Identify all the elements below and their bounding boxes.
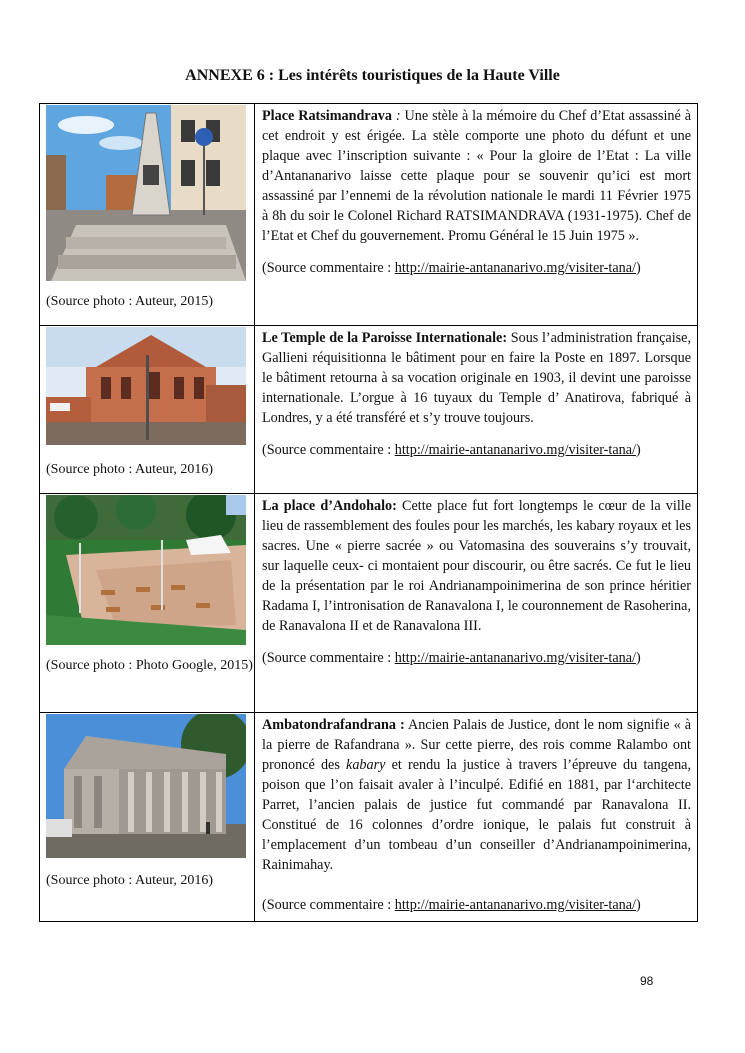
place-heading: Le Temple de la Paroisse Internationale: — [262, 330, 508, 346]
photo-source: (Source photo : Auteur, 2015) — [46, 294, 214, 309]
comment-label: (Source commentaire : — [262, 897, 395, 913]
comment-source — [262, 440, 691, 460]
heading-separator: : — [392, 108, 401, 124]
place-heading: Ambatondrafandrana : — [262, 717, 405, 733]
photo-place-ratsimandrava — [46, 105, 246, 281]
photo-ambatondrafandrana — [46, 714, 246, 858]
source-link[interactable]: http://mairie-antananarivo.mg/visiter-tana/ — [394, 442, 636, 458]
photo-place-andohalo — [46, 495, 246, 645]
comment-source — [262, 258, 691, 278]
table-row — [40, 713, 698, 922]
place-heading: La place d’Andohalo: — [262, 498, 397, 514]
table-row — [40, 104, 698, 326]
description-text — [262, 106, 691, 246]
place-heading: Place Ratsimandrava — [262, 108, 392, 124]
comment-label: (Source commentaire : — [262, 442, 395, 458]
comment-close: ) — [635, 442, 641, 458]
comment-label: (Source commentaire : — [262, 650, 395, 666]
description-text — [262, 496, 691, 636]
photo-cell — [40, 104, 255, 326]
photo-cell — [40, 326, 255, 494]
comment-source — [262, 895, 691, 915]
page-title: ANNEXE 6 : Les intérêts touristiques de la Haute Ville — [185, 67, 560, 84]
description-cell — [255, 326, 698, 494]
table-row — [40, 326, 698, 494]
comment-label: (Source commentaire : — [262, 260, 395, 276]
description-cell — [255, 713, 698, 922]
source-link[interactable]: http://mairie-antananarivo.mg/visiter-tana/ — [394, 650, 636, 666]
place-description: et rendu la justice à travers l’épreuve du tangena, poison que l’on faisait avaler à l’inculpé. Edifié en 1881, par l‘architecte Parret, l’ancien palais de justice fut commandé par Ranavalona II. Constitué de 16 colonnes d’ordre ionique, le palais fut construit à l’emplacement d’un tombeau d’un conseiller d’Andrianampoinimerina, Rainimahay. — [262, 757, 692, 873]
place-description: Une stèle à la mémoire du Chef d’Etat assassiné à cet endroit y est érigée. La stèle comporte une photo du défunt et une plaque avec l’inscription suivante : « Pour la gloire de l’Etat : La ville d’Antananarivo laisse cette plaque pour se souvenir qu’ici est mort assassiné par l’ennemi de la révolution nationale le mardi 11 Février 1975 à 8h du soir le Colonel Richard RATSIMANDRAVA (1931-1975). Chef de l’Etat et Chef du gouvernement. Promu Général le 15 Juin 1975 ». — [262, 108, 691, 244]
comment-close: ) — [635, 650, 641, 666]
comment-source — [262, 648, 691, 668]
description-text — [262, 715, 691, 875]
place-description: Sous l’administration française, Gallieni réquisitionna le bâtiment pour en faire la Poste en 1897. Lorsque le bâtiment retourna à sa vocation originale en 1903, il devint une paroisse internationale. L’orgue à 16 tuyaux du Temple d’ Anatirova, fabriqué à Londres, y a été transféré et s’y trouve toujours. — [262, 330, 691, 426]
italic-term: kabary — [346, 757, 386, 773]
description-cell — [255, 104, 698, 326]
table-row — [40, 494, 698, 713]
source-link[interactable]: http://mairie-antananarivo.mg/visiter-tana/ — [394, 260, 636, 276]
place-description: Ancien Palais de Justice, dont le nom signifie « à la pierre de Rafandrana ». Sur cette pierre, des rois comme Ralambo ont prononcé des — [262, 717, 691, 773]
photo-source: (Source photo : Auteur, 2016) — [46, 873, 214, 888]
description-cell — [255, 494, 698, 713]
photo-cell — [40, 713, 255, 922]
photo-cell — [40, 494, 255, 713]
comment-close: ) — [635, 260, 641, 276]
photo-temple-paroisse — [46, 327, 246, 445]
comment-close: ) — [635, 897, 641, 913]
photo-source: (Source photo : Auteur, 2016) — [46, 462, 214, 477]
photo-source: (Source photo : Photo Google, 2015) — [46, 658, 253, 673]
place-description: Cette place fut fort longtemps le cœur de la ville lieu de rassemblement des foules pour les marchés, les kabary royaux et les sacres. Une « pierre sacrée » ou Vatomasina des souverains s’y trouvait, sur laquelle ceux- ci montaient pour discourir, ou être sacrés. Ce fut le lieu de la présentation par le roi Andrianampoinimerina de son prince héritier Radama I, l’intronisation de Ranavalona I, le couronnement de Rasoherina, de Ranavalona II et de Ranavalona III. — [262, 498, 692, 634]
page-number: 98 — [640, 974, 654, 988]
source-link[interactable]: http://mairie-antananarivo.mg/visiter-tana/ — [394, 897, 636, 913]
description-text — [262, 328, 691, 428]
annex-table — [39, 103, 698, 922]
